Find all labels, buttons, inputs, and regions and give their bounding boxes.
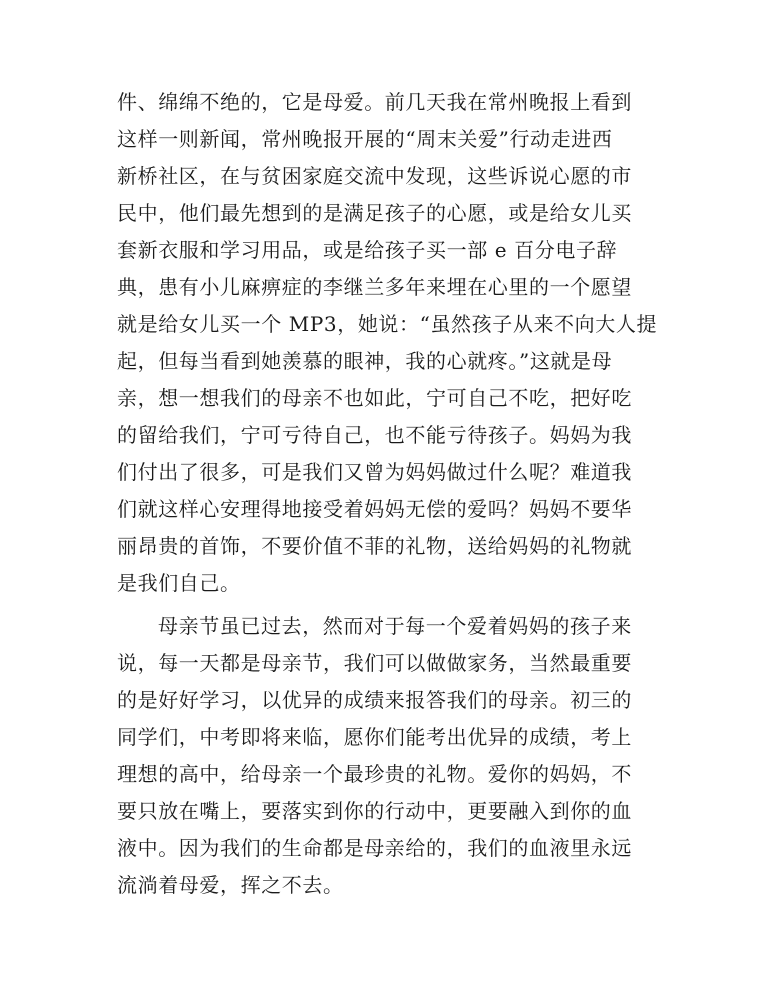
text-line: 丽昂贵的首饰，不要价值不菲的礼物，送给妈妈的礼物就: [117, 534, 632, 558]
text-line: 这样一则新闻，常州晚报开展的“周末关爱”行动走进西: [117, 127, 613, 151]
text-line: 液中。因为我们的生命都是母亲给的，我们的血液里永远: [117, 836, 632, 860]
text-line: 起，但每当看到她羡慕的眼神，我的心就疼。”这就是母: [117, 349, 613, 373]
text-line: 母亲节虽已过去，然而对于每一个爱着妈妈的孩子来: [158, 614, 632, 638]
document-body: [117, 84, 657, 904]
text-line: 的是好好学习，以优异的成绩来报答我们的母亲。初三的: [117, 688, 632, 712]
text-line: 说，每一天都是母亲节，我们可以做做家务，当然最重要: [117, 651, 632, 675]
paragraph-2: [117, 608, 657, 904]
text-line: 同学们，中考即将来临，愿你们能考出优异的成绩，考上: [117, 725, 632, 749]
text-line: 套新衣服和学习用品，或是给孩子买一部 e 百分电子辞: [117, 238, 618, 262]
paragraph-1: [117, 84, 657, 602]
text-line: 是我们自己。: [117, 571, 241, 595]
text-line: 典，患有小儿麻痹症的李继兰多年来埋在心里的一个愿望: [117, 275, 632, 299]
text-line: 要只放在嘴上，要落实到你的行动中，更要融入到你的血: [117, 799, 632, 823]
text-line: 们就这样心安理得地接受着妈妈无偿的爱吗？妈妈不要华: [117, 497, 632, 521]
text-line: 们付出了很多，可是我们又曾为妈妈做过什么呢？难道我: [117, 460, 632, 484]
text-line: 民中，他们最先想到的是满足孩子的心愿，或是给女儿买: [117, 201, 632, 225]
text-line: 件、绵绵不绝的，它是母爱。前几天我在常州晚报上看到: [117, 90, 632, 114]
text-line: 就是给女儿买一个 MP3，她说：“虽然孩子从来不向大人提: [117, 312, 658, 336]
text-line: 理想的高中，给母亲一个最珍贵的礼物。爱你的妈妈，不: [117, 762, 632, 786]
text-line: 的留给我们，宁可亏待自己，也不能亏待孩子。妈妈为我: [117, 423, 632, 447]
text-line: 流淌着母爱，挥之不去。: [117, 873, 344, 897]
text-line: 新桥社区，在与贫困家庭交流中发现，这些诉说心愿的市: [117, 164, 632, 188]
text-line: 亲，想一想我们的母亲不也如此，宁可自己不吃，把好吃: [117, 386, 632, 410]
